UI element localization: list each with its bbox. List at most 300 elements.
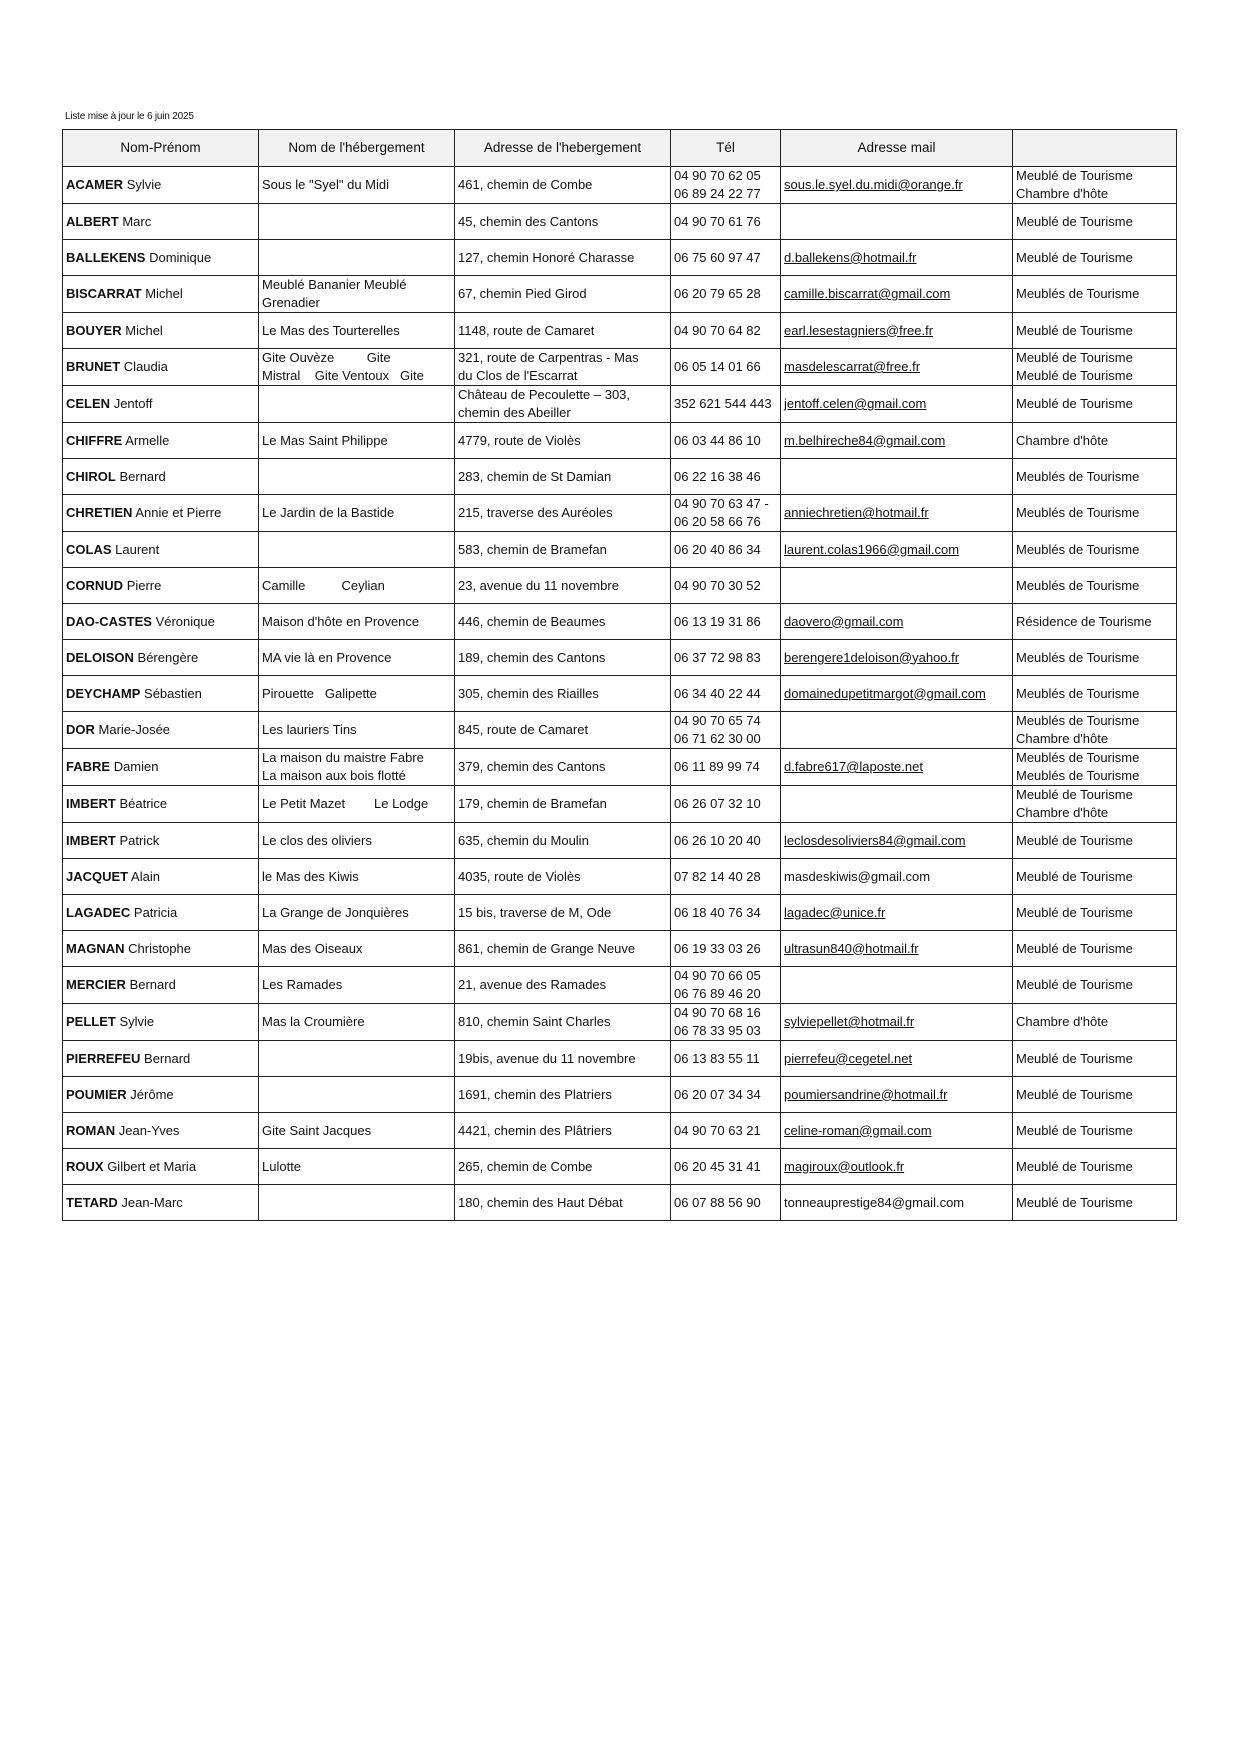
cell-email [781, 823, 1013, 859]
surname: ACAMER [66, 177, 124, 192]
surname: BALLEKENS [66, 249, 146, 265]
first-name: Pierre [126, 577, 162, 593]
cell-name [63, 676, 259, 712]
cell-phone-line: 06 20 07 34 34 [674, 1086, 761, 1102]
cell-email [781, 1077, 1013, 1113]
cell-name [63, 313, 259, 349]
cell-address-line: 861, chemin de Grange Neuve [458, 940, 636, 956]
cell-name [63, 459, 259, 495]
cell-address [455, 276, 671, 313]
cell-name [63, 712, 259, 749]
header-email: Adresse mail [781, 130, 1013, 167]
table-row [63, 423, 1177, 459]
table-row [63, 967, 1177, 1004]
email-link[interactable]: magiroux@outlook.fr [784, 1158, 905, 1174]
cell-phone [671, 532, 781, 568]
cell-type [1013, 1004, 1177, 1041]
surname: DELOISON [66, 649, 134, 665]
cell-type-line: Meublé de Tourisme [1016, 249, 1133, 265]
cell-phone [671, 712, 781, 749]
cell-phone-line: 06 76 89 46 20 [674, 986, 761, 1001]
cell-phone [671, 349, 781, 386]
cell-address-line: 810, chemin Saint Charles [458, 1014, 611, 1029]
cell-address-line: 179, chemin de Bramefan [458, 796, 607, 811]
cell-name [63, 386, 259, 423]
cell-phone-line: 06 13 19 31 86 [674, 613, 761, 629]
cell-phone [671, 313, 781, 349]
email-link[interactable]: celine-roman@gmail.com [784, 1122, 932, 1138]
cell-type [1013, 823, 1177, 859]
cell-address [455, 1185, 671, 1221]
cell-name [63, 204, 259, 240]
cell-type-line: Meublé de Tourisme [1016, 368, 1133, 383]
cell-lodging [259, 967, 455, 1004]
cell-email [781, 313, 1013, 349]
cell-type-line: Meublé de Tourisme [1016, 1158, 1133, 1174]
cell-name [63, 604, 259, 640]
surname: LAGADEC [66, 904, 131, 920]
cell-phone [671, 1113, 781, 1149]
cell-phone-line: 06 11 89 99 74 [674, 759, 760, 774]
cell-email [781, 204, 1013, 240]
cell-type-line: Meublé de Tourisme [1016, 396, 1133, 411]
cell-phone-line: 06 07 88 56 90 [674, 1194, 761, 1210]
cell-type [1013, 1185, 1177, 1221]
cell-email [781, 276, 1013, 313]
cell-lodging-line: Camille Ceylian [262, 577, 385, 593]
table-row [63, 386, 1177, 423]
cell-type-line: Meublé de Tourisme [1016, 787, 1133, 802]
cell-type [1013, 349, 1177, 386]
cell-lodging [259, 1041, 455, 1077]
cell-phone-line: 06 71 62 30 00 [674, 731, 761, 746]
cell-lodging-line: Mistral Gite Ventoux Gite [262, 368, 424, 383]
cell-address [455, 167, 671, 204]
cell-type [1013, 204, 1177, 240]
cell-name [63, 786, 259, 823]
cell-address-line: 321, route de Carpentras - Mas [458, 350, 639, 365]
cell-address-line: du Clos de l'Escarrat [458, 368, 578, 383]
first-name: Patricia [133, 904, 178, 920]
cell-phone [671, 167, 781, 204]
email-link[interactable]: laurent.colas1966@gmail.com [784, 541, 960, 557]
cell-address [455, 204, 671, 240]
first-name: Patrick [119, 832, 160, 848]
cell-phone-line: 06 18 40 76 34 [674, 904, 761, 920]
cell-phone-line: 352 621 544 443 [674, 396, 772, 411]
cell-phone-line: 04 90 70 64 82 [674, 322, 761, 338]
email-link[interactable]: anniechretien@hotmail.fr [784, 505, 929, 520]
cell-type [1013, 459, 1177, 495]
surname: JACQUET [66, 868, 129, 884]
email-link[interactable]: poumiersandrine@hotmail.fr [784, 1086, 948, 1102]
cell-phone [671, 823, 781, 859]
cell-address [455, 1077, 671, 1113]
cell-phone-line: 06 20 45 31 41 [674, 1158, 761, 1174]
cell-address [455, 313, 671, 349]
cell-email [781, 640, 1013, 676]
cell-lodging [259, 204, 455, 240]
cell-type-line: Chambre d'hôte [1016, 186, 1109, 201]
header-type [1013, 130, 1177, 167]
cell-email [781, 1041, 1013, 1077]
cell-lodging-line: Gite Saint Jacques [262, 1122, 372, 1138]
cell-address-line: Château de Pecoulette – 303, [458, 387, 631, 402]
cell-type [1013, 712, 1177, 749]
cell-lodging [259, 931, 455, 967]
cell-phone [671, 1041, 781, 1077]
surname: PELLET [66, 1014, 116, 1029]
cell-address-line: 1148, route de Camaret [458, 322, 595, 338]
cell-address-line: 19bis, avenue du 11 novembre [458, 1050, 636, 1066]
cell-name [63, 349, 259, 386]
cell-address [455, 931, 671, 967]
cell-address [455, 532, 671, 568]
table-row [63, 676, 1177, 712]
cell-type [1013, 749, 1177, 786]
cell-type [1013, 495, 1177, 532]
cell-type [1013, 423, 1177, 459]
cell-address [455, 749, 671, 786]
cell-email [781, 895, 1013, 931]
cell-email [781, 386, 1013, 423]
email-link[interactable]: daovero@gmail.com [784, 613, 904, 629]
email-link[interactable]: tonneauprestige84@gmail.com [784, 1194, 965, 1210]
cell-lodging [259, 568, 455, 604]
table-row [63, 895, 1177, 931]
cell-lodging-line: Lulotte [262, 1158, 302, 1174]
cell-name [63, 1077, 259, 1113]
cell-type [1013, 1149, 1177, 1185]
cell-phone [671, 967, 781, 1004]
cell-type-line: Meublé de Tourisme [1016, 868, 1133, 884]
cell-lodging-line: La Grange de Jonquières [262, 904, 409, 920]
cell-name [63, 167, 259, 204]
email-link[interactable]: earl.lesestagniers@free.fr [784, 322, 934, 338]
cell-address [455, 786, 671, 823]
cell-phone [671, 676, 781, 712]
cell-lodging-line: Mas des Oiseaux [262, 940, 363, 956]
cell-address-line: 215, traverse des Auréoles [458, 505, 613, 520]
cell-type [1013, 895, 1177, 931]
cell-phone-line: 06 03 44 86 10 [674, 432, 761, 448]
cell-type [1013, 604, 1177, 640]
accommodation-table [62, 129, 1177, 1221]
cell-email [781, 167, 1013, 204]
cell-email [781, 967, 1013, 1004]
cell-type [1013, 532, 1177, 568]
cell-name [63, 495, 259, 532]
cell-lodging [259, 532, 455, 568]
cell-email [781, 786, 1013, 823]
cell-type-line: Meublé de Tourisme [1016, 1086, 1133, 1102]
surname: CELEN [66, 396, 111, 411]
cell-phone [671, 1077, 781, 1113]
cell-type-line: Chambre d'hôte [1016, 432, 1109, 448]
email-link[interactable]: berengere1deloison@yahoo.fr [784, 649, 960, 665]
cell-type-line: Meublé de Tourisme [1016, 832, 1133, 848]
cell-phone-line: 04 90 70 65 74 [674, 713, 761, 728]
cell-type-line: Meublés de Tourisme [1016, 505, 1140, 520]
surname: PIERREFEU [66, 1050, 141, 1066]
table-row [63, 459, 1177, 495]
email-link[interactable]: d.fabre617@laposte.net [784, 759, 923, 774]
cell-address-line: 379, chemin des Cantons [458, 759, 606, 774]
cell-address-line: 635, chemin du Moulin [458, 832, 589, 848]
table-row [63, 749, 1177, 786]
cell-type-line: Meublé de Tourisme [1016, 350, 1133, 365]
cell-lodging [259, 1077, 455, 1113]
cell-address [455, 640, 671, 676]
header-phone: Tél [671, 130, 781, 167]
cell-phone [671, 786, 781, 823]
table-row [63, 1077, 1177, 1113]
cell-lodging-line: Gite Ouvèze Gite [262, 350, 391, 365]
cell-name [63, 823, 259, 859]
table-row [63, 859, 1177, 895]
surname: DOR [66, 722, 95, 737]
header-lodging: Nom de l'hébergement [259, 130, 455, 167]
table-row [63, 532, 1177, 568]
first-name: Jean-Marc [121, 1194, 183, 1210]
first-name: Bernard [119, 468, 166, 484]
cell-phone [671, 386, 781, 423]
table-row [63, 1041, 1177, 1077]
cell-phone-line: 06 19 33 03 26 [674, 940, 761, 956]
cell-type [1013, 313, 1177, 349]
cell-address-line: 1691, chemin des Platriers [458, 1086, 612, 1102]
cell-lodging-line: Le clos des oliviers [262, 832, 372, 848]
cell-email [781, 676, 1013, 712]
email-link[interactable]: leclosdesoliviers84@gmail.com [784, 832, 966, 848]
cell-phone [671, 276, 781, 313]
cell-type-line: Meublé de Tourisme [1016, 168, 1133, 183]
cell-address-line: 4421, chemin des Plâtriers [458, 1122, 612, 1138]
first-name: Damien [113, 759, 159, 774]
email-link[interactable]: sylviepellet@hotmail.fr [784, 1014, 915, 1029]
cell-phone-line: 04 90 70 63 21 [674, 1122, 761, 1138]
cell-type-line: Meublés de Tourisme [1016, 577, 1140, 593]
table-row [63, 568, 1177, 604]
cell-address [455, 967, 671, 1004]
first-name: Gilbert et Maria [107, 1158, 197, 1174]
table-row [63, 823, 1177, 859]
cell-address-line: 23, avenue du 11 novembre [458, 577, 619, 593]
first-name: Sylvie [119, 1014, 155, 1029]
first-name: Marie-Josée [98, 722, 171, 737]
cell-phone-line: 04 90 70 30 52 [674, 577, 761, 593]
cell-name [63, 967, 259, 1004]
cell-address-line: 283, chemin de St Damian [458, 468, 612, 484]
cell-lodging [259, 240, 455, 276]
table-row [63, 931, 1177, 967]
table-row [63, 167, 1177, 204]
cell-name [63, 1113, 259, 1149]
email-link[interactable]: jentoff.celen@gmail.com [784, 396, 927, 411]
cell-lodging-line: Les Ramades [262, 977, 343, 992]
cell-name [63, 931, 259, 967]
cell-phone-line: 06 22 16 38 46 [674, 468, 761, 484]
cell-email [781, 240, 1013, 276]
cell-phone-line: 06 34 40 22 44 [674, 685, 761, 701]
cell-address [455, 859, 671, 895]
cell-type-line: Meublés de Tourisme [1016, 713, 1140, 728]
cell-phone-line: 06 20 40 86 34 [674, 541, 761, 557]
cell-type-line: Meublés de Tourisme [1016, 541, 1140, 557]
cell-type [1013, 276, 1177, 313]
cell-phone [671, 931, 781, 967]
surname: IMBERT [66, 832, 116, 848]
first-name: Bernard [129, 977, 176, 992]
cell-name [63, 859, 259, 895]
cell-lodging [259, 423, 455, 459]
cell-lodging-line: Le Mas des Tourterelles [262, 322, 400, 338]
cell-address-line: chemin des Abeiller [458, 405, 571, 420]
cell-lodging-line: le Mas des Kiwis [262, 868, 359, 884]
table-row [63, 495, 1177, 532]
email-link[interactable]: sous.le.syel.du.midi@orange.fr [784, 177, 963, 192]
email-link[interactable]: camille.biscarrat@gmail.com [784, 286, 951, 301]
cell-name [63, 749, 259, 786]
cell-address-line: 15 bis, traverse de M, Ode [458, 904, 612, 920]
cell-type [1013, 1077, 1177, 1113]
cell-type-line: Meublés de Tourisme [1016, 685, 1140, 701]
cell-phone-line: 06 26 07 32 10 [674, 796, 761, 811]
first-name: Alain [131, 868, 160, 884]
cell-name [63, 1041, 259, 1077]
cell-type [1013, 568, 1177, 604]
email-link[interactable]: ultrasun840@hotmail.fr [784, 940, 919, 956]
table-body [63, 167, 1177, 1221]
cell-email [781, 459, 1013, 495]
cell-type [1013, 859, 1177, 895]
first-name: Michel [125, 322, 163, 338]
cell-email [781, 749, 1013, 786]
cell-address [455, 1149, 671, 1185]
cell-lodging [259, 604, 455, 640]
cell-type [1013, 1041, 1177, 1077]
update-date-note: Liste mise à jour le 6 juin 2025 [65, 111, 194, 122]
cell-address [455, 495, 671, 532]
table-row [63, 349, 1177, 386]
header-address: Adresse de l'hebergement [455, 130, 671, 167]
cell-type-line: Meublés de Tourisme [1016, 768, 1140, 783]
cell-lodging [259, 1004, 455, 1041]
surname: DEYCHAMP [66, 685, 141, 701]
cell-phone [671, 459, 781, 495]
cell-type-line: Chambre d'hôte [1016, 731, 1109, 746]
email-link[interactable]: domainedupetitmargot@gmail.com [784, 685, 986, 701]
cell-type-line: Meublés de Tourisme [1016, 286, 1140, 301]
cell-type-line: Meublé de Tourisme [1016, 977, 1133, 992]
cell-address [455, 895, 671, 931]
first-name: Sylvie [126, 177, 162, 192]
first-name: Sébastien [144, 685, 202, 701]
cell-lodging [259, 749, 455, 786]
cell-type [1013, 786, 1177, 823]
email-link[interactable]: lagadec@unice.fr [784, 904, 886, 920]
email-link[interactable]: m.belhireche84@gmail.com [784, 432, 946, 448]
cell-type [1013, 640, 1177, 676]
surname: MERCIER [66, 977, 126, 992]
cell-type-line: Meublé de Tourisme [1016, 940, 1133, 956]
cell-name [63, 1004, 259, 1041]
cell-address-line: 265, chemin de Combe [458, 1158, 593, 1174]
cell-email [781, 349, 1013, 386]
cell-phone [671, 240, 781, 276]
cell-type-line: Meublé de Tourisme [1016, 1050, 1133, 1066]
cell-lodging-line: MA vie là en Provence [262, 649, 392, 665]
surname: DAO-CASTES [66, 613, 152, 629]
cell-phone [671, 423, 781, 459]
email-link[interactable]: pierrefeu@cegetel.net [784, 1050, 913, 1066]
cell-email [781, 1004, 1013, 1041]
cell-email [781, 931, 1013, 967]
cell-phone-line: 06 75 60 97 47 [674, 249, 761, 265]
email-link[interactable]: masdeskiwis@gmail.com [784, 868, 931, 884]
cell-lodging [259, 786, 455, 823]
cell-address [455, 386, 671, 423]
cell-phone-line: 04 90 70 62 05 [674, 168, 761, 183]
surname: IMBERT [66, 796, 116, 811]
cell-type-line: Meublés de Tourisme [1016, 750, 1140, 765]
cell-phone [671, 859, 781, 895]
cell-name [63, 423, 259, 459]
table-row [63, 1185, 1177, 1221]
surname: FABRE [66, 759, 111, 774]
cell-lodging-line: Mas la Croumière [262, 1014, 365, 1029]
table-row [63, 604, 1177, 640]
cell-lodging [259, 859, 455, 895]
table-row [63, 204, 1177, 240]
cell-address [455, 1113, 671, 1149]
cell-phone [671, 1149, 781, 1185]
cell-phone [671, 604, 781, 640]
cell-type-line: Meublé de Tourisme [1016, 1122, 1133, 1138]
cell-phone [671, 1185, 781, 1221]
cell-address-line: 4779, route de Violès [458, 432, 581, 448]
cell-lodging [259, 1185, 455, 1221]
cell-name [63, 640, 259, 676]
email-link[interactable]: masdelescarrat@free.fr [784, 359, 921, 374]
cell-address [455, 712, 671, 749]
cell-name [63, 568, 259, 604]
cell-name [63, 240, 259, 276]
cell-phone [671, 495, 781, 532]
cell-type [1013, 1113, 1177, 1149]
cell-lodging-line: Grenadier [262, 295, 320, 310]
cell-phone-line: 06 37 72 98 83 [674, 649, 761, 665]
cell-type-line: Meublé de Tourisme [1016, 213, 1133, 229]
email-link[interactable]: d.ballekens@hotmail.fr [784, 249, 917, 265]
cell-address [455, 823, 671, 859]
cell-lodging-line: Pirouette Galipette [262, 685, 377, 701]
cell-phone-line: 04 90 70 68 16 [674, 1005, 761, 1020]
cell-phone-line: 04 90 70 61 76 [674, 213, 761, 229]
cell-address-line: 180, chemin des Haut Débat [458, 1194, 623, 1210]
surname: TETARD [66, 1194, 118, 1210]
cell-lodging [259, 895, 455, 931]
first-name: Marc [122, 213, 152, 229]
cell-type [1013, 386, 1177, 423]
cell-address-line: 845, route de Camaret [458, 722, 589, 737]
cell-lodging-line: Sous le "Syel" du Midi [262, 177, 390, 192]
cell-type-line: Meublé de Tourisme [1016, 904, 1133, 920]
cell-phone [671, 895, 781, 931]
table-row [63, 1113, 1177, 1149]
cell-type [1013, 167, 1177, 204]
cell-phone-line: 06 20 58 66 76 [674, 514, 761, 529]
